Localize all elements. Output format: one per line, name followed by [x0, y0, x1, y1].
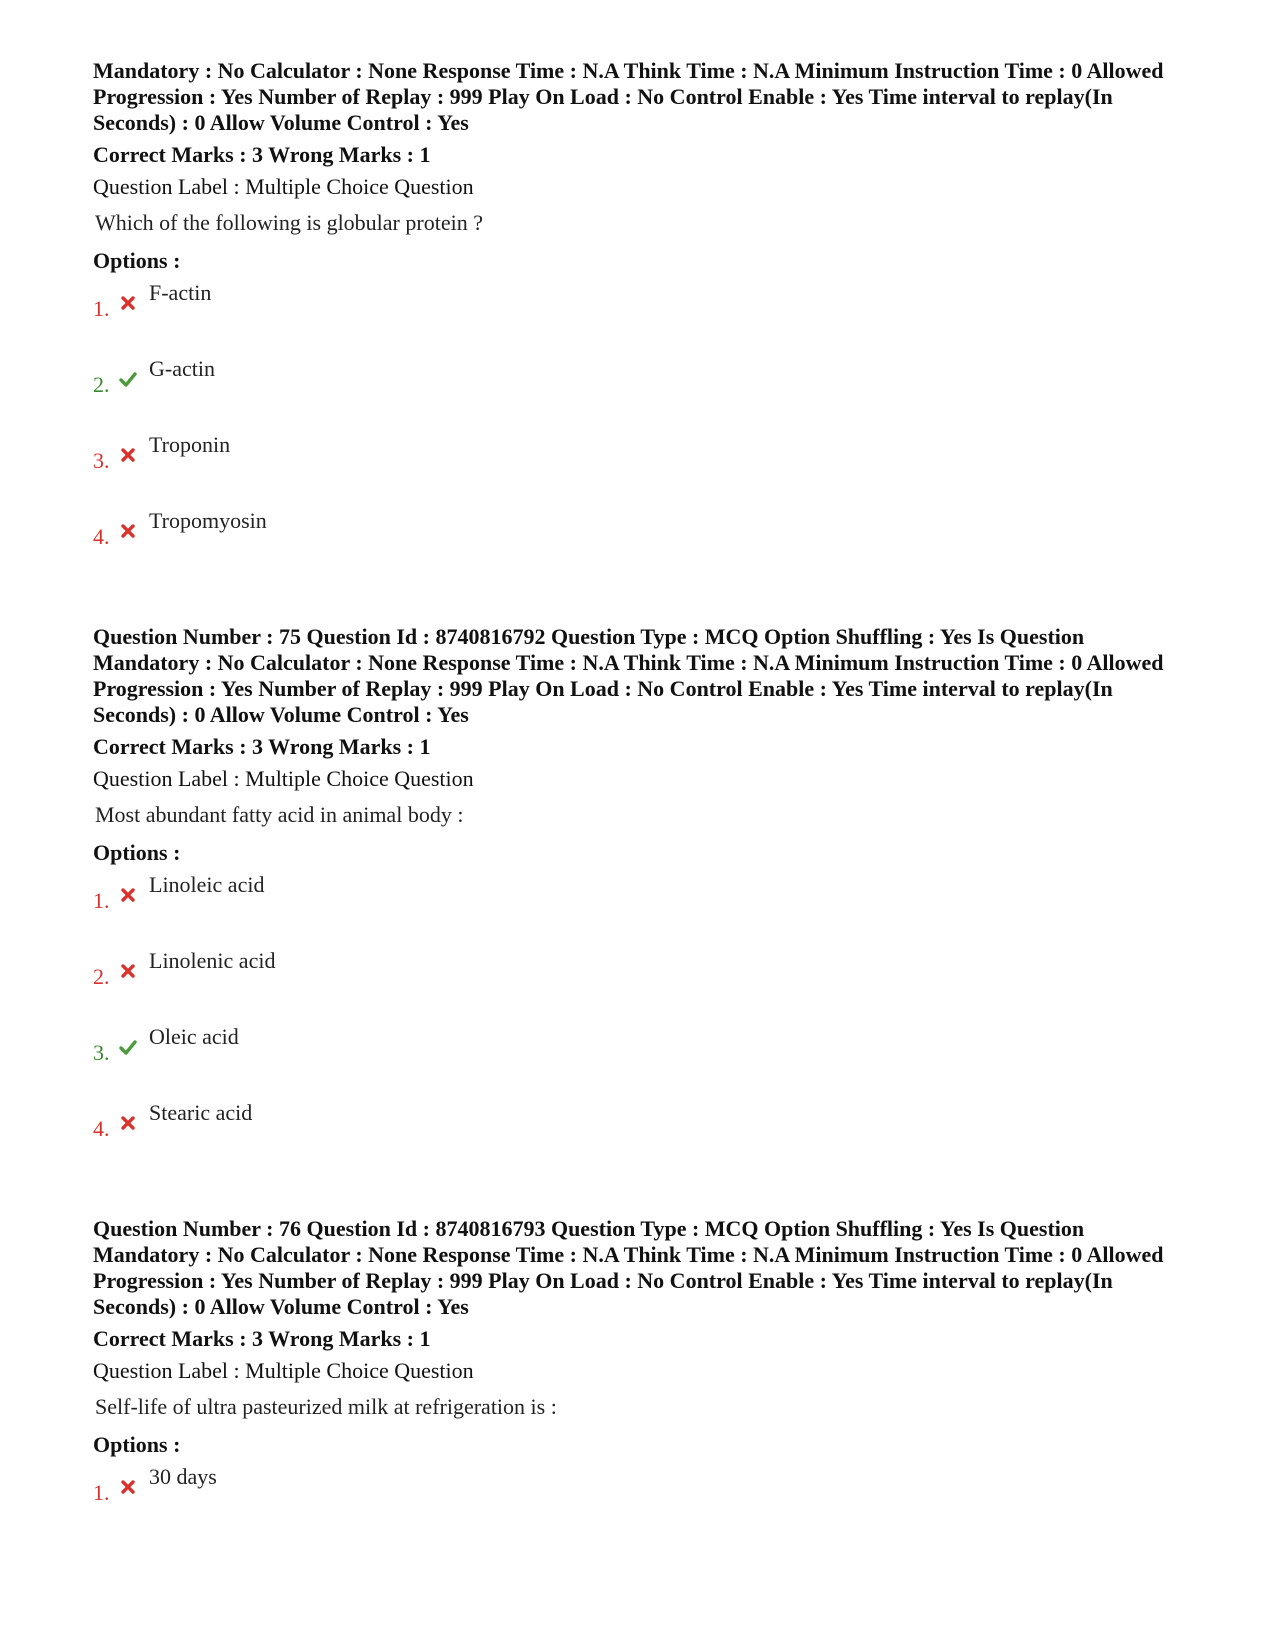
cross-icon — [119, 446, 137, 464]
cross-icon — [119, 294, 137, 312]
options-heading: Options : — [93, 1432, 181, 1457]
question-74 — [93, 58, 1193, 568]
option-text: 30 days — [149, 1464, 217, 1489]
question-text: Most abundant fatty acid in animal body : — [95, 802, 464, 827]
question-text: Which of the following is globular protein ? — [95, 210, 483, 235]
option-item — [93, 1024, 1193, 1100]
option-item — [93, 948, 1193, 1024]
section-gap — [93, 1160, 1193, 1216]
question-marks: Correct Marks : 3 Wrong Marks : 1 — [93, 734, 431, 759]
cross-icon — [119, 522, 137, 540]
question-meta: Question Number : 75 Question Id : 8740816792 Question Type : MCQ Option Shuffling : Yes Is Question Mandatory : No Calculator : None Response Time : N.A Think Time : N.A Minimum Instruction Time : 0 Allowed Progression : Yes Number of Replay : 999 Play On Load : No Control Enable : Yes Time interval to replay(In Seconds) : 0 Allow Volume Control : Yes — [93, 624, 1164, 727]
option-item — [93, 1100, 1193, 1160]
question-marks: Correct Marks : 3 Wrong Marks : 1 — [93, 142, 431, 167]
option-text: Stearic acid — [149, 1100, 253, 1125]
option-text: F-actin — [149, 280, 212, 305]
cross-icon — [119, 886, 137, 904]
option-text: Linoleic acid — [149, 872, 265, 897]
option-item — [93, 508, 1193, 568]
option-text: Tropomyosin — [149, 508, 267, 533]
cross-icon — [119, 1114, 137, 1132]
option-number: 1. — [93, 296, 110, 321]
check-icon — [119, 1038, 137, 1056]
question-76 — [93, 1216, 1193, 1524]
option-item — [93, 872, 1193, 948]
question-label: Question Label : Multiple Choice Question — [93, 174, 474, 199]
option-text: G-actin — [149, 356, 215, 381]
question-text: Self-life of ultra pasteurized milk at refrigeration is : — [95, 1394, 557, 1419]
options-list — [93, 872, 1193, 1160]
options-heading: Options : — [93, 840, 181, 865]
question-meta: Mandatory : No Calculator : None Response Time : N.A Think Time : N.A Minimum Instruction Time : 0 Allowed Progression : Yes Number of Replay : 999 Play On Load : No Control Enable : Yes Time interval to replay(In Seconds) : 0 Allow Volume Control : Yes — [93, 58, 1164, 135]
option-text: Linolenic acid — [149, 948, 276, 973]
option-number: 2. — [93, 372, 110, 397]
option-number: 3. — [93, 1040, 110, 1065]
options-list — [93, 1464, 1193, 1524]
options-list — [93, 280, 1193, 568]
option-number: 2. — [93, 964, 110, 989]
option-number: 4. — [93, 1116, 110, 1141]
option-number: 3. — [93, 448, 110, 473]
document-page — [93, 58, 1193, 1524]
question-label: Question Label : Multiple Choice Question — [93, 1358, 474, 1383]
option-number: 4. — [93, 524, 110, 549]
section-gap — [93, 568, 1193, 624]
cross-icon — [119, 1478, 137, 1496]
check-icon — [119, 370, 137, 388]
option-number: 1. — [93, 1480, 110, 1505]
question-label: Question Label : Multiple Choice Question — [93, 766, 474, 791]
cross-icon — [119, 962, 137, 980]
option-item — [93, 356, 1193, 432]
question-75 — [93, 624, 1193, 1160]
question-meta: Question Number : 76 Question Id : 8740816793 Question Type : MCQ Option Shuffling : Yes Is Question Mandatory : No Calculator : None Response Time : N.A Think Time : N.A Minimum Instruction Time : 0 Allowed Progression : Yes Number of Replay : 999 Play On Load : No Control Enable : Yes Time interval to replay(In Seconds) : 0 Allow Volume Control : Yes — [93, 1216, 1164, 1319]
question-marks: Correct Marks : 3 Wrong Marks : 1 — [93, 1326, 431, 1351]
option-item — [93, 280, 1193, 356]
option-text: Troponin — [149, 432, 231, 457]
option-item — [93, 1464, 1193, 1524]
option-item — [93, 432, 1193, 508]
option-text: Oleic acid — [149, 1024, 239, 1049]
options-heading: Options : — [93, 248, 181, 273]
option-number: 1. — [93, 888, 110, 913]
